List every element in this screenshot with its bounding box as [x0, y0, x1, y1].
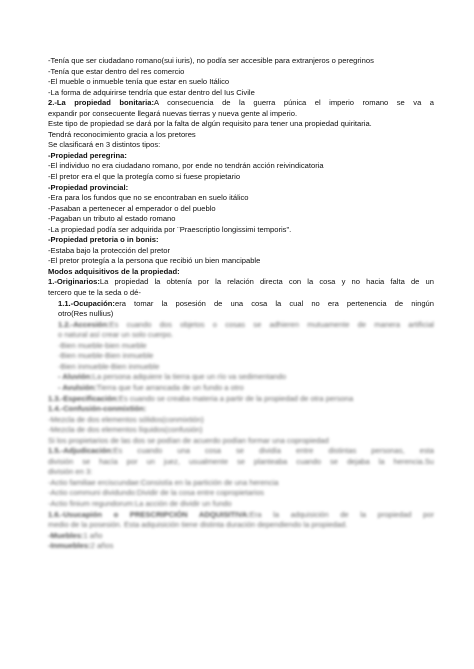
bold-heading: 1.2.-Accesión:: [58, 319, 110, 329]
text-line: [48, 98, 434, 109]
text-line: [48, 193, 434, 204]
line-text: división en 3:: [48, 467, 93, 477]
bold-heading: 1.1.-Ocupación:: [58, 298, 115, 308]
text-line: [48, 394, 434, 405]
line-text: -Bien inmueble-Bien inmueble: [58, 361, 160, 371]
line-text: -Actio communi dividundo:Dividir de la cosa entre copropietarios: [48, 488, 265, 498]
bold-heading: 1.-Originarios:: [48, 277, 100, 287]
text-line: [48, 214, 434, 225]
line-text: otro(Res nullius): [58, 309, 114, 319]
text-line: [48, 383, 434, 394]
line-text: era tomar la posesión de una cosa la cual no era pertenencia de ningún: [114, 298, 434, 308]
text-line: [48, 467, 434, 478]
line-text: -Pasaban a pertenecer al emperador o del pueblo: [48, 203, 216, 213]
text-line: [48, 309, 434, 320]
bold-heading: 1.6.-Usucapión o PRESCRIPCIÓN ADQUISITIVA:: [48, 509, 250, 519]
text-line: [48, 520, 434, 531]
text-line: [48, 256, 434, 267]
line-text: La persona adquiere la tierra que un río va sedimentando: [92, 372, 287, 382]
text-line: [48, 204, 434, 215]
text-line: [48, 320, 434, 331]
line-text: 2 años: [90, 541, 114, 551]
line-text: -La forma de adquirirse tendría que estar dentro del Ius Civile: [48, 87, 255, 97]
bold-heading: -Propiedad peregrina:: [48, 150, 127, 160]
text-line: [48, 425, 434, 436]
text-line: [48, 478, 434, 489]
bold-heading: 1.4.-Confusión-conmixtión:: [48, 404, 147, 414]
text-line: [48, 88, 434, 99]
line-text: Se clasificará en 3 distintos tipos:: [48, 140, 161, 150]
text-line: [48, 299, 434, 310]
text-line: [48, 499, 434, 510]
line-text: Tierra que fue arrancada de un fundo a otro: [96, 382, 244, 392]
bold-heading: - Aluvión:: [58, 372, 93, 382]
text-line: [48, 172, 434, 183]
text-line: [48, 330, 434, 341]
text-line: [48, 541, 434, 552]
bold-heading: Modos adquisitivos de la propiedad:: [48, 266, 180, 276]
bold-heading: 1.5.-Adjudicación:: [48, 446, 114, 456]
text-line: [48, 488, 434, 499]
line-text: -Estaba bajo la protección del pretor: [48, 245, 170, 255]
line-text: o natural así crear un solo cuerpo.: [58, 330, 174, 340]
line-text: Este tipo de propiedad se dará por la falta de algún requisito para tener una propiedad quiritaria.: [48, 119, 372, 129]
line-text: -Pagaban un tributo al estado romano: [48, 214, 176, 224]
text-line: [48, 235, 434, 246]
line-text: -Actio familiae erciscundae:Consistía en la partición de una herencia: [48, 477, 279, 487]
text-line: [48, 404, 434, 415]
text-line: [48, 130, 434, 141]
bold-heading: 1.3.-Especificación:: [48, 393, 119, 403]
line-text: Tendrá reconocimiento gracia a los pretores: [48, 129, 196, 139]
bold-heading: 2.-La propiedad bonitaria:: [48, 98, 155, 108]
text-line: [48, 67, 434, 78]
text-line: [48, 351, 434, 362]
line-text: -Bien mueble-bien mueble: [58, 340, 147, 350]
text-line: [48, 225, 434, 236]
line-text: Es cuando se creaba materia a partir de la propiedad de otra persona: [118, 393, 354, 403]
text-line: [48, 109, 434, 120]
line-text: -Era para los fundos que no se encontraban en suelo itálico: [48, 193, 249, 203]
text-line: [48, 56, 434, 67]
line-text: tercero que te la seda o dé-: [48, 288, 141, 298]
bold-heading: -Inmuebles:: [48, 541, 91, 551]
bold-heading: -Muebles:: [48, 530, 84, 540]
line-text: Era la adquisición de la propiedad por: [249, 509, 434, 519]
line-text: medio de la posesión. Esta adquisición tiene distinta duración dependiendo la propiedad.: [48, 520, 348, 530]
text-line: [48, 362, 434, 373]
text-line: [48, 531, 434, 542]
line-text: -Tenía que ser ciudadano romano(sui iuris), no podía ser accesible para extranjeros o peregrinos: [48, 56, 374, 65]
bold-heading: -Propiedad provincial:: [48, 182, 129, 192]
line-text: -Tenía que estar dentro del res comercio: [48, 66, 185, 76]
line-text: división se hacía por un juez, usualmente se planteaba cuando se dejaba la herencia.Su: [48, 456, 434, 466]
line-text: A consecuencia de la guerra púnica el imperio romano se va a: [154, 98, 434, 108]
text-line: [48, 415, 434, 426]
text-line: [48, 372, 434, 383]
text-line: [48, 140, 434, 151]
line-text: 1 año: [83, 530, 103, 540]
line-text: -Mezcla de dos elementos líquidos(confusión): [48, 425, 203, 435]
bold-heading: -Propiedad pretoria o in bonis:: [48, 235, 159, 245]
line-text: La propiedad la obtenía por la relación directa con la cosa y no hacia falta de un: [99, 277, 434, 287]
text-line: [48, 151, 434, 162]
text-line: [48, 457, 434, 468]
line-text: Si los propietarios de las dos se podían de acuerdo podían formar una copropiedad: [48, 435, 329, 445]
bold-heading: - Avulsión:: [58, 382, 97, 392]
text-line: [48, 183, 434, 194]
line-text: -Mezcla de dos elementos sólidos(conmixtión): [48, 414, 204, 424]
text-line: [48, 246, 434, 257]
line-text: -El individuo no era ciudadano romano, por ende no tendrán acción reivindicatoria: [48, 161, 324, 171]
line-text: -Bien mueble-Bien inmueble: [58, 351, 154, 361]
text-line: [48, 277, 434, 288]
line-text: -El pretor era el que la protegía como si fuese propietario: [48, 172, 241, 182]
text-line: [48, 77, 434, 88]
line-text: -El mueble o inmueble tenía que estar en suelo Itálico: [48, 77, 230, 87]
text-line: [48, 119, 434, 130]
text-line: [48, 510, 434, 521]
text-line: [48, 341, 434, 352]
line-text: expandir por consecuente llegará nuevas tierras y nueva gente al imperio.: [48, 108, 298, 118]
text-line: [48, 446, 434, 457]
line-text: Es cuando una cosa se dividía entre distintas personas, esta: [113, 446, 434, 456]
text-line: [48, 267, 434, 278]
line-text: -Actio finium regundorum:La acción de dividir un fundo: [48, 498, 232, 508]
line-text: -El pretor protegía a la persona que recibió un bien mancipable: [48, 256, 261, 266]
text-line: [48, 288, 434, 299]
text-line: [48, 436, 434, 447]
line-text: Es cuando dos objetos o cosas se adhieren mutuamente de manera artificial: [109, 319, 434, 329]
text-line: [48, 161, 434, 172]
line-text: -La propiedad podía ser adquirida por ¨Praescriptio longissimi temporis".: [48, 224, 292, 234]
